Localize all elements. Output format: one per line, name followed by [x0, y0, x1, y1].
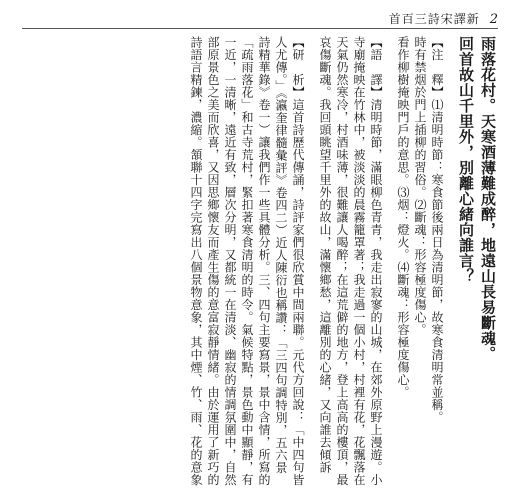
section-gap: [385, 36, 393, 486]
section-gap: [307, 36, 315, 486]
section-gap: [446, 36, 454, 486]
book-title: 首百三詩宋譯新: [388, 12, 480, 26]
notes-column: 時有禁烟於門上插柳的習俗。⑵斷魂：形容極度傷心。: [413, 36, 427, 336]
analysis-column: 詩精華錄》卷一）讓我們作一些具體分析。三、四句主要寫景，景中含情，所寫的: [257, 36, 271, 486]
analysis-column: 「疏雨落花」和古寺荒村，緊扣著寒食清明的時令。氣候特點，景色動中顯靜，有: [240, 36, 254, 486]
header-rule: [22, 28, 498, 29]
analysis-column: 【研 析】這首詩歷代傳誦，詩評家們很欣賞中間兩聯。元代方回說：「中四句皆: [291, 36, 305, 486]
translation-column: 【語 譯】清明時節，滿眼柳色青青，我走出寂寥的山城，在郊外原野上漫遊。小: [369, 36, 383, 486]
translation-column: 寺廟掩映在竹林中，被淡淡的晨霧籠罩著；我走過一個小村，村裡有花，花飄落在: [352, 36, 366, 486]
analysis-column: 部原景色之美而欣喜，又因思鄉懷友而產生傷的意富寂靜情緒。由於運用了新巧的: [206, 36, 220, 486]
poem-line: 回首故山千里外，別離心緒向誰言？: [457, 36, 475, 284]
notes-column: 【注 釋】⑴清明時節：寒食節後兩日為清明節，故寒食清明常並稱。: [430, 36, 444, 424]
analysis-column: 人尤傳。」《瀛奎律髓彙評》卷四二）近人陳衍也稱讚：「三四句調特別，五六景: [274, 36, 288, 474]
page-number: 2: [489, 12, 498, 27]
poem-line: 雨落花村。天寒酒薄難成醉，地遠山長易斷魂。: [479, 36, 497, 362]
notes-column: 看作柳樹掩映門戶的意思。⑶烟：燈火。⑷斷魂：形容極度傷心。: [396, 36, 410, 399]
translation-column: 哀傷斷魂。我回頭眺望千里外的故山，滿懷鄉愁，這離別的心緒，又向誰去傾訴: [318, 36, 332, 474]
running-header: [389, 10, 498, 27]
analysis-column: 詩語言精鍊，濃縮。頷聯十四字完寫出八個景物意象，其中煙、竹、雨、花的意象: [189, 36, 203, 486]
translation-column: 天氣仍然寒冷，村酒味薄，很難讓人喝醉；在這荒僻的地方，登上高高的樓頂，最: [335, 36, 349, 486]
analysis-column: 一近，一清晰，遠近有致，層次分明，又都統一在清淡、幽寂的情調氛圍中，自然: [223, 36, 237, 486]
vertical-text-body: [22, 36, 498, 486]
